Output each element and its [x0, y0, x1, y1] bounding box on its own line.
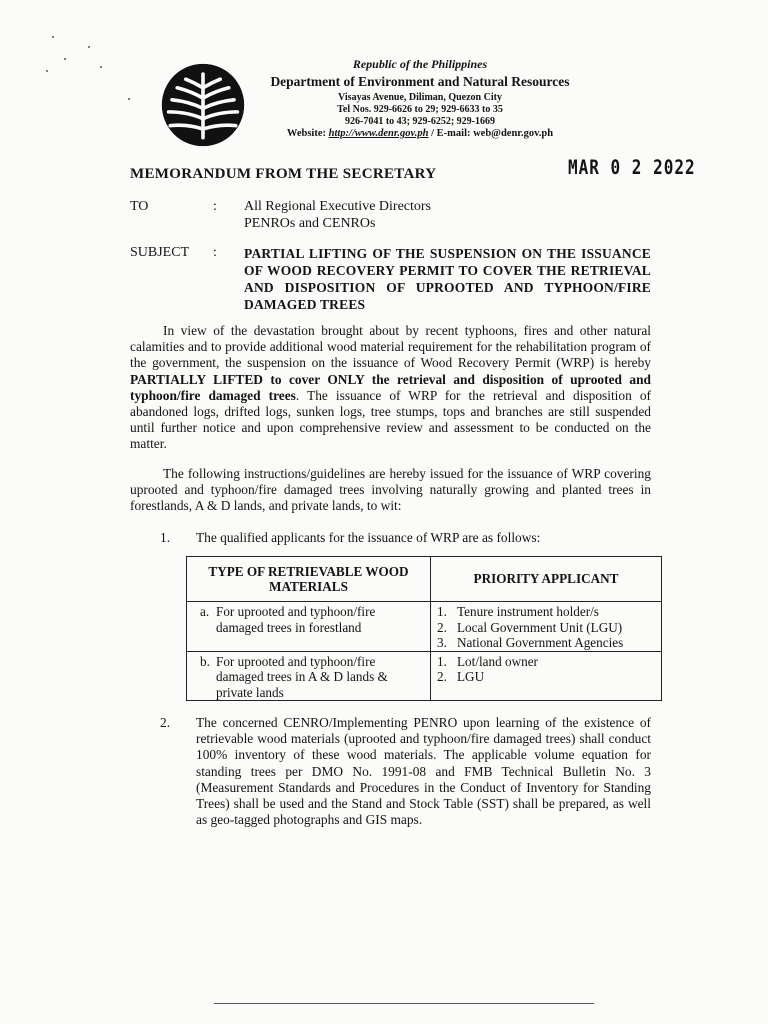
scan-speck [128, 98, 130, 100]
scan-speck [52, 36, 54, 38]
item-2-text: The concerned CENRO/Implementing PENRO upon learning of the existence of retrievable wood materials (uprooted and typhoon/fire damaged trees) shall conduct 100% inventory of these wood materials. The applicable volume equation for standing trees per DMO No. 1991-08 and FMB Technical Bulletin No. 3 (Measurement Standards and Procedures in the Conduct of Inventory for Standing Trees) shall be used and the Stand and Stock Table (SST) shall be prepared, as well as geo-tagged photographs and GIS maps. [196, 715, 651, 828]
row-letter: b. [200, 653, 210, 669]
applicant-text: National Government Agencies [457, 635, 624, 650]
telephone-line-1: Tel Nos. 929-6626 to 29; 929-6633 to 35 [337, 104, 503, 115]
table-header-priority: PRIORITY APPLICANT [431, 557, 662, 602]
footer-divider [214, 1003, 594, 1004]
memo-title: MEMORANDUM FROM THE SECRETARY [130, 166, 437, 182]
item-2-number: 2. [160, 715, 171, 730]
priority-cell [431, 602, 662, 652]
scan-speck [46, 70, 48, 72]
applicant-number: 1. [437, 604, 447, 619]
scan-speck [88, 46, 90, 48]
website-link[interactable]: http://www.denr.gov.ph [328, 128, 429, 139]
paragraph-1 [130, 323, 651, 453]
email-text: / E-mail: web@denr.gov.ph [428, 128, 554, 139]
table-row [187, 651, 662, 701]
material-cell [187, 651, 431, 701]
website-line [250, 128, 590, 139]
denr-seal-icon [160, 62, 246, 148]
applicant-number: 2. [437, 619, 447, 635]
material-text: For uprooted and typhoon/fire damaged trees in A & D lands & private lands [216, 653, 388, 700]
to-colon: : [213, 199, 217, 214]
date-stamp: MAR 0 2 2022 [568, 156, 696, 179]
to-recipients-line-2: PENROs and CENROs [244, 216, 376, 231]
telephone-line-2: 926-7041 to 43; 929-6252; 929-1669 [345, 116, 495, 127]
material-cell [187, 602, 431, 652]
paragraph-1-rest: . The issuance of WRP for the retrieval and disposition of abandoned logs, drifted logs, sunken logs, tree stumps, tops and branches are still suspended until further notice and upon comprehensive review and assessment to be conducted on the matter. [130, 387, 652, 452]
scan-speck [100, 66, 102, 68]
applicant-text: Lot/land owner [457, 653, 538, 669]
item-1-number: 1. [160, 530, 171, 545]
applicant-text: Local Government Unit (LGU) [457, 619, 623, 635]
address-line: Visayas Avenue, Diliman, Quezon City [338, 92, 502, 103]
item-1-text: The qualified applicants for the issuance of WRP are as follows: [196, 530, 541, 545]
department-name: Department of Environment and Natural Resources [270, 74, 570, 89]
table-header-materials: TYPE OF RETRIEVABLE WOOD MATERIALS [187, 557, 431, 602]
paragraph-1-emphasis: PARTIALLY LIFTED to cover ONLY the retrieval and disposition of uprooted and typhoon/fire damaged trees [130, 371, 651, 403]
priority-cell [431, 651, 662, 701]
applicant-number: 3. [437, 635, 447, 650]
applicant-text: LGU [457, 669, 485, 684]
scan-speck [64, 58, 66, 60]
to-recipients-line-1: All Regional Executive Directors [244, 199, 431, 214]
subject-text: PARTIAL LIFTING OF THE SUSPENSION ON THE ISSUANCE OF WOOD RECOVERY PERMIT TO COVER THE RETRIEVAL AND DISPOSITION OF UPROOTED AND TYPHOON/FIRE DAMAGED TREES [244, 246, 651, 312]
website-label: Website: [286, 128, 326, 139]
table-header-row [187, 557, 662, 602]
paragraph-1-intro: In view of the devastation brought about by recent typhoons, fires and other natural calamities and to provide additional wood material requirement for the rehabilitation program of the government, the suspension on the issuance of Wood Recovery Permit (WRP) is hereby [130, 323, 651, 371]
row-letter: a. [200, 604, 210, 619]
paragraph-2: The following instructions/guidelines are hereby issued for the issuance of WRP covering uprooted and typhoon/fire damaged trees involving naturally growing and planted trees in forestlands, A & D lands, and private lands, to wit: [130, 466, 651, 514]
to-label: TO [130, 199, 149, 214]
applicant-number: 1. [437, 653, 447, 669]
subject-label: SUBJECT [130, 245, 190, 260]
wrp-applicant-table [186, 556, 662, 701]
table-row [187, 602, 662, 652]
republic-line: Republic of the Philippines [352, 57, 488, 71]
applicant-number: 2. [437, 669, 447, 684]
material-text: For uprooted and typhoon/fire damaged trees in forestland [216, 604, 376, 635]
subject-colon: : [213, 245, 217, 260]
applicant-text: Tenure instrument holder/s [457, 604, 599, 619]
